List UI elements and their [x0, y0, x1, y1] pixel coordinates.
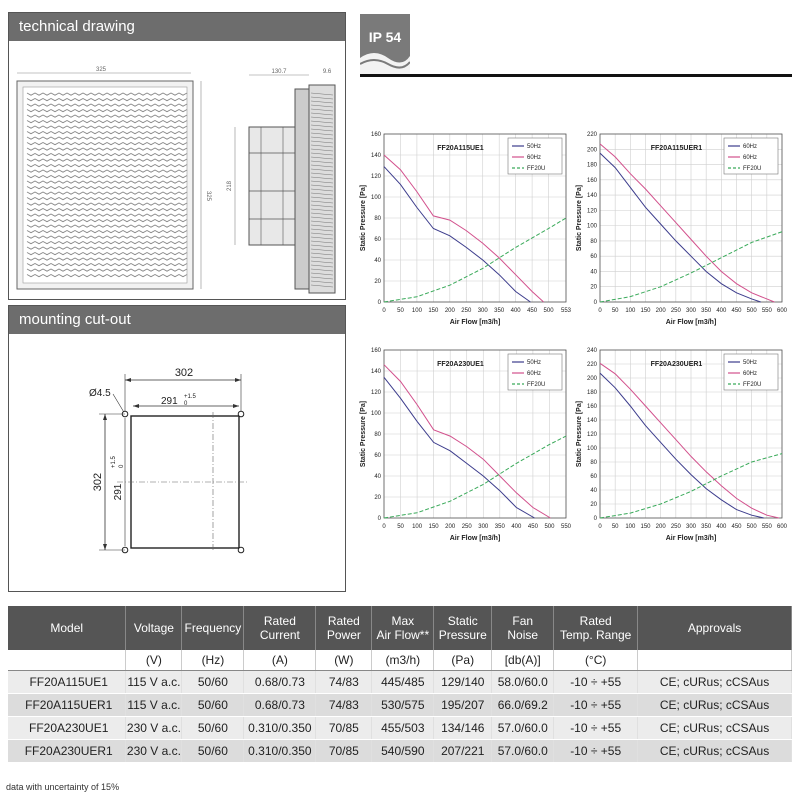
table-cell: 74/83 [316, 670, 372, 693]
mounting-cutout-drawing [9, 334, 345, 592]
unit-cell [8, 650, 126, 670]
table-cell: 134/146 [434, 716, 492, 739]
table-cell: 50/60 [182, 716, 244, 739]
column-header: Rated Power [316, 606, 372, 650]
x-tick-label: 600 [776, 308, 788, 314]
x-tick-label: 553 [560, 308, 572, 314]
x-tick-label: 250 [461, 524, 472, 530]
table-cell: 115 V a.c. [126, 693, 182, 716]
column-header: Model [8, 606, 126, 650]
column-header: Fan Noise [492, 606, 554, 650]
mounting-hole [238, 411, 244, 417]
x-tick-label: 150 [428, 308, 439, 314]
y-tick-label: 20 [374, 279, 381, 285]
x-tick-label: 200 [445, 524, 456, 530]
table-row [8, 670, 792, 693]
y-tick-label: 200 [586, 147, 597, 154]
x-tick-label: 500 [544, 524, 555, 530]
table-cell: 455/503 [372, 716, 434, 739]
y-axis-label: Static Pressure [Pa] [576, 184, 583, 252]
table-cell: 50/60 [182, 670, 244, 693]
series-line [384, 155, 544, 302]
y-tick-label: 140 [586, 418, 597, 424]
x-axis-label: Air Flow [m3/h] [665, 535, 717, 542]
y-tick-label: 100 [586, 446, 597, 452]
side-view-drawing [227, 69, 335, 293]
depth-dimension: 130.7 [271, 69, 287, 75]
table-cell: 0.310/0.350 [244, 716, 316, 739]
header-rule [360, 74, 792, 77]
x-tick-label: 0 [382, 524, 386, 530]
unit-cell [638, 650, 792, 670]
table-row [8, 693, 792, 716]
chart-svg [572, 342, 790, 552]
table-cell: 230 V a.c. [126, 716, 182, 739]
y-tick-label: 220 [586, 362, 597, 368]
x-tick-label: 450 [527, 524, 538, 530]
legend-label: FF20U [527, 382, 546, 388]
table-cell: 58.0/60.0 [492, 670, 554, 693]
legend-label: 50Hz [527, 360, 542, 366]
inner-width-label: 291 [161, 396, 178, 407]
y-tick-label: 140 [370, 369, 381, 375]
model-cell: FF20A115UER1 [8, 693, 126, 716]
y-tick-label: 60 [590, 474, 597, 480]
ip-rating-text: IP 54 [368, 29, 402, 45]
x-axis-label: Air Flow [m3/h] [665, 319, 717, 326]
depth2-dimension: 9.6 [322, 69, 332, 75]
x-tick-label: 50 [611, 524, 619, 530]
inner-height-tolerance: +1.5 [111, 456, 117, 468]
y-tick-label: 160 [370, 132, 381, 138]
y-tick-label: 0 [593, 516, 597, 522]
unit-cell: (Pa) [434, 650, 492, 670]
inner-height-dimension: 218 [227, 180, 233, 191]
x-tick-label: 250 [670, 524, 681, 530]
unit-cell: (V) [126, 650, 182, 670]
inner-height-label: 291 [113, 483, 124, 501]
column-header: Rated Temp. Range [554, 606, 638, 650]
x-tick-label: 500 [543, 308, 554, 314]
height-dimension: 325 [205, 191, 211, 202]
column-header: Rated Current [244, 606, 316, 650]
chart-title: FF20A115UER1 [650, 145, 703, 152]
table-cell: 70/85 [316, 739, 372, 762]
table-cell: 129/140 [434, 670, 492, 693]
table-body [8, 650, 792, 762]
table-cell: 530/575 [372, 693, 434, 716]
x-tick-label: 500 [746, 308, 757, 314]
unit-cell: (A) [244, 650, 316, 670]
table-cell: 50/60 [182, 739, 244, 762]
model-cell: FF20A115UE1 [8, 670, 126, 693]
inner-width-tolerance-top: +1.5 [184, 394, 196, 400]
mounting-cutout-title: mounting cut-out [9, 306, 345, 334]
x-tick-label: 150 [428, 524, 439, 530]
mounting-hole [238, 547, 244, 553]
column-header: Static Pressure [434, 606, 492, 650]
unit-cell: (Hz) [182, 650, 244, 670]
ip-badge-graphic [360, 14, 410, 74]
x-tick-label: 500 [746, 524, 757, 530]
x-tick-label: 450 [527, 308, 538, 314]
y-tick-label: 180 [586, 390, 597, 396]
x-tick-label: 350 [701, 524, 712, 530]
mounting-cutout-panel [8, 305, 346, 592]
x-tick-label: 0 [598, 524, 602, 530]
x-tick-label: 400 [716, 524, 727, 530]
y-tick-label: 100 [370, 411, 381, 417]
series-line [600, 373, 764, 518]
legend-label: 50Hz [743, 360, 758, 366]
table-cell: 66.0/69.2 [492, 693, 554, 716]
model-cell: FF20A230UE1 [8, 716, 126, 739]
width-dimension: 325 [95, 67, 107, 73]
x-tick-label: 100 [625, 524, 636, 530]
x-tick-label: 0 [382, 308, 386, 314]
y-tick-label: 20 [590, 284, 597, 291]
outer-width-label: 302 [174, 367, 194, 379]
y-tick-label: 100 [370, 195, 381, 201]
table-cell: 50/60 [182, 693, 244, 716]
legend-label: FF20U [743, 382, 762, 388]
y-tick-label: 160 [370, 348, 381, 354]
y-tick-label: 60 [374, 237, 381, 243]
y-tick-label: 160 [586, 404, 597, 410]
table-cell: 115 V a.c. [126, 670, 182, 693]
chart-svg [572, 126, 790, 336]
chart-ff20a115ue1 [356, 126, 574, 336]
inner-height-tolerance-bottom: 0 [119, 464, 125, 468]
y-tick-label: 80 [374, 216, 381, 222]
chart-svg [356, 126, 574, 336]
chart-title: FF20A230UER1 [650, 361, 703, 368]
unit-cell: (W) [316, 650, 372, 670]
chart-ff20a230ue1 [356, 342, 574, 552]
x-tick-label: 300 [478, 524, 489, 530]
y-tick-label: 80 [590, 460, 597, 466]
technical-drawing [9, 41, 345, 299]
y-tick-label: 40 [374, 258, 381, 264]
x-tick-label: 350 [494, 524, 505, 530]
x-tick-label: 250 [461, 308, 472, 314]
legend-label: FF20U [527, 166, 546, 172]
x-tick-label: 400 [511, 524, 522, 530]
legend-label: FF20U [743, 166, 762, 172]
x-tick-label: 450 [731, 524, 742, 530]
y-tick-label: 0 [377, 300, 381, 306]
chart-title: FF20A115UE1 [437, 145, 484, 152]
x-tick-label: 200 [444, 308, 455, 314]
table-cell: -10 ÷ +55 [554, 739, 638, 762]
table-cell: 0.68/0.73 [244, 670, 316, 693]
x-tick-label: 550 [761, 524, 772, 530]
table-cell: 57.0/60.0 [492, 739, 554, 762]
y-tick-label: 120 [586, 432, 597, 438]
chart-svg [356, 342, 574, 552]
series-line [384, 167, 530, 302]
x-tick-label: 400 [510, 308, 521, 314]
x-tick-label: 50 [397, 524, 404, 530]
x-tick-label: 300 [685, 524, 697, 530]
table-cell: 195/207 [434, 693, 492, 716]
x-tick-label: 100 [411, 308, 422, 314]
y-tick-label: 80 [590, 238, 597, 245]
y-tick-label: 60 [590, 254, 597, 261]
y-axis-label: Static Pressure [Pa] [576, 400, 583, 468]
y-tick-label: 0 [377, 516, 381, 522]
table-cell: CE; cURus; cCSAus [638, 693, 792, 716]
legend-label: 60Hz [743, 155, 758, 161]
y-tick-label: 220 [586, 132, 597, 138]
y-tick-label: 140 [370, 153, 381, 159]
table-footnote: data with uncertainty of 15% [6, 782, 120, 792]
technical-drawing-panel [8, 12, 346, 300]
x-tick-label: 50 [397, 308, 404, 314]
x-tick-label: 600 [776, 524, 788, 530]
legend-label: 60Hz [527, 371, 542, 377]
table-cell: 0.68/0.73 [244, 693, 316, 716]
x-tick-label: 150 [640, 308, 651, 314]
table-cell: CE; cURus; cCSAus [638, 739, 792, 762]
y-axis-label: Static Pressure [Pa] [360, 184, 367, 252]
ip-rating-badge [360, 14, 410, 74]
x-tick-label: 200 [655, 308, 666, 314]
table-cell: CE; cURus; cCSAus [638, 670, 792, 693]
legend-label: 60Hz [527, 155, 542, 161]
y-tick-label: 120 [370, 390, 381, 396]
x-tick-label: 450 [731, 308, 742, 314]
x-axis-label: Air Flow [m3/h] [449, 535, 501, 542]
y-tick-label: 100 [586, 223, 597, 230]
front-view-drawing [17, 67, 211, 289]
units-row [8, 650, 792, 670]
x-tick-label: 200 [655, 524, 666, 530]
column-header: Frequency [182, 606, 244, 650]
y-tick-label: 120 [370, 174, 381, 180]
table-row [8, 739, 792, 762]
legend-label: 60Hz [743, 144, 758, 150]
chart-title: FF20A230UE1 [437, 361, 484, 368]
x-tick-label: 50 [611, 308, 619, 314]
y-tick-label: 20 [374, 495, 381, 501]
y-tick-label: 80 [374, 432, 381, 438]
chart-ff20a230uer1 [572, 342, 790, 552]
table-cell: 70/85 [316, 716, 372, 739]
table-cell: 445/485 [372, 670, 434, 693]
y-tick-label: 0 [593, 300, 597, 306]
x-tick-label: 300 [685, 308, 697, 314]
y-tick-label: 40 [590, 488, 597, 494]
x-tick-label: 150 [640, 524, 651, 530]
table-cell: 74/83 [316, 693, 372, 716]
table-row [8, 716, 792, 739]
y-tick-label: 20 [590, 502, 597, 508]
x-tick-label: 350 [701, 308, 712, 314]
x-tick-label: 400 [716, 308, 727, 314]
y-tick-label: 240 [586, 348, 597, 354]
table-cell: 230 V a.c. [126, 739, 182, 762]
x-tick-label: 0 [598, 308, 602, 314]
y-tick-label: 200 [586, 376, 597, 382]
y-tick-label: 180 [586, 162, 597, 169]
chart-ff20a115uer1 [572, 126, 790, 336]
outer-height-label: 302 [92, 472, 104, 492]
legend-label: 50Hz [527, 144, 542, 150]
x-axis-label: Air Flow [m3/h] [449, 319, 501, 326]
table-cell: 207/221 [434, 739, 492, 762]
x-tick-label: 100 [412, 524, 423, 530]
y-tick-label: 140 [586, 193, 597, 200]
column-header: Voltage [126, 606, 182, 650]
column-header: Max Air Flow** [372, 606, 434, 650]
specification-table [8, 606, 792, 763]
inner-width-tolerance-bottom: 0 [184, 401, 188, 407]
technical-drawing-title: technical drawing [9, 13, 345, 41]
table-cell: -10 ÷ +55 [554, 716, 638, 739]
y-tick-label: 160 [586, 177, 597, 184]
y-tick-label: 40 [374, 474, 381, 480]
x-tick-label: 250 [670, 308, 681, 314]
y-tick-label: 40 [590, 269, 597, 276]
x-tick-label: 300 [477, 308, 488, 314]
table-cell: -10 ÷ +55 [554, 670, 638, 693]
y-tick-label: 60 [374, 453, 381, 459]
y-axis-label: Static Pressure [Pa] [360, 400, 367, 468]
unit-cell: (m3/h) [372, 650, 434, 670]
hole-diameter-label: Ø4.5 [89, 388, 111, 399]
table-cell: -10 ÷ +55 [554, 693, 638, 716]
x-tick-label: 350 [494, 308, 505, 314]
y-tick-label: 120 [586, 208, 597, 215]
x-tick-label: 550 [560, 524, 572, 530]
table-cell: CE; cURus; cCSAus [638, 716, 792, 739]
series-line [384, 436, 566, 518]
column-header: Approvals [638, 606, 792, 650]
unit-cell: [db(A)] [492, 650, 554, 670]
x-tick-label: 550 [761, 308, 772, 314]
table-cell: 0.310/0.350 [244, 739, 316, 762]
model-cell: FF20A230UER1 [8, 739, 126, 762]
x-tick-label: 100 [625, 308, 636, 314]
table-cell: 540/590 [372, 739, 434, 762]
table-header-row [8, 606, 792, 650]
legend-label: 60Hz [743, 371, 758, 377]
table-cell: 57.0/60.0 [492, 716, 554, 739]
unit-cell: (°C) [554, 650, 638, 670]
